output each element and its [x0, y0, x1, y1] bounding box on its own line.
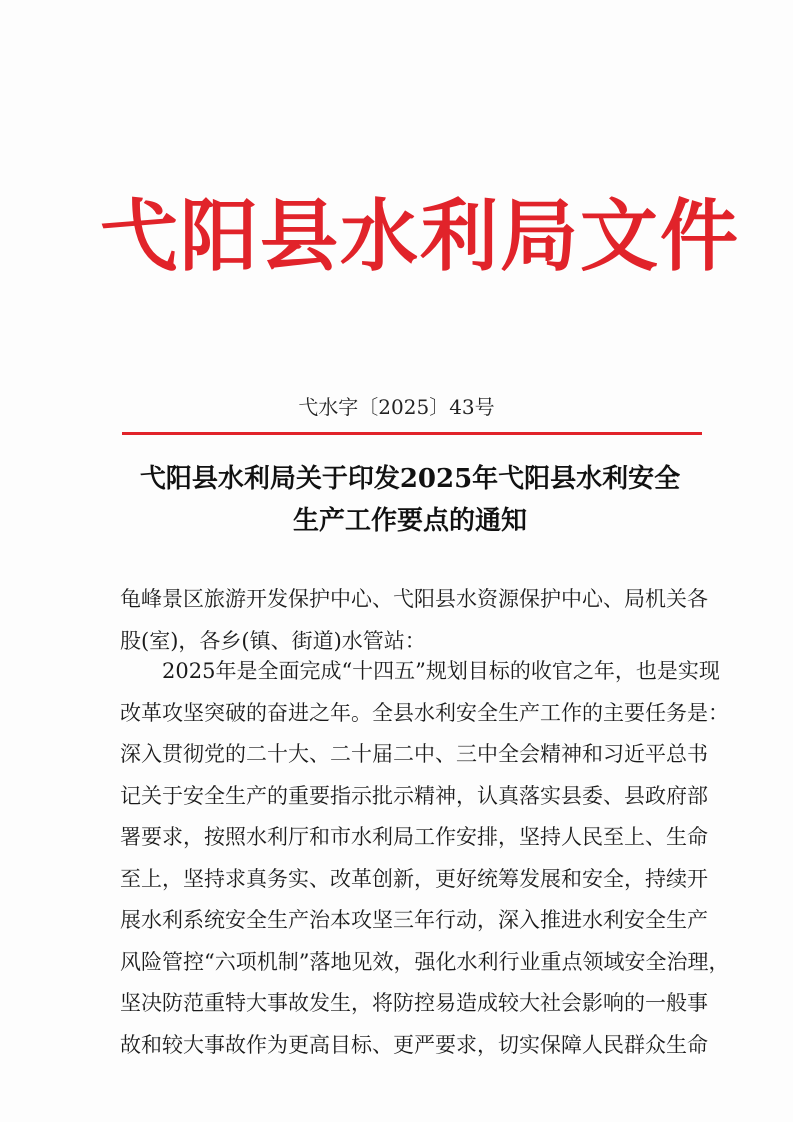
- body-line: 改革攻坚突破的奋进之年。全县水利安全生产工作的主要任务是：: [120, 700, 729, 725]
- addressee-line: 龟峰景区旅游开发保护中心、弋阳县水资源保护中心、局机关各: [120, 587, 708, 611]
- body-line: 展水利系统安全生产治本攻坚三年行动，深入推进水利安全生产: [120, 908, 708, 932]
- body-line: 署要求，按照水利厅和市水利局工作安排，坚持人民至上、生命: [120, 825, 708, 849]
- body-line: 风险管控“六项机制”落地见效，强化水利行业重点领域安全治理，: [120, 949, 730, 974]
- body-line: 深入贯彻党的二十大、二十届二中、三中全会精神和习近平总书: [120, 742, 708, 766]
- addressee-line: 股(室)，各乡(镇、街道)水管站：: [120, 629, 426, 653]
- title-line: 弋阳县水利局关于印发2025年弋阳县水利安全: [139, 464, 681, 494]
- document-number: 弋水字〔2025〕43号: [298, 395, 495, 419]
- body-line: 至上，坚持求真务实、改革创新，更好统筹发展和安全，持续开: [120, 866, 708, 891]
- notice-title: [110, 458, 710, 542]
- title-line: 生产工作要点的通知: [292, 506, 527, 536]
- document-masthead: 弋阳县水利局文件: [100, 191, 741, 282]
- body-line: 故和较大事故作为更高目标、更严要求，切实保障人民群众生命: [120, 1032, 708, 1057]
- addressee-block: [120, 578, 720, 662]
- body-line: 坚决防范重特大事故发生，将防控易造成较大社会影响的一般事: [120, 991, 708, 1015]
- red-divider-line: [122, 432, 702, 435]
- body-line: 2025年是全面完成“十四五”规划目标的收官之年，也是实现: [162, 659, 720, 683]
- body-paragraph: [120, 651, 730, 1066]
- body-line: 记关于安全生产的重要指示批示精神，认真落实县委、县政府部: [120, 783, 708, 808]
